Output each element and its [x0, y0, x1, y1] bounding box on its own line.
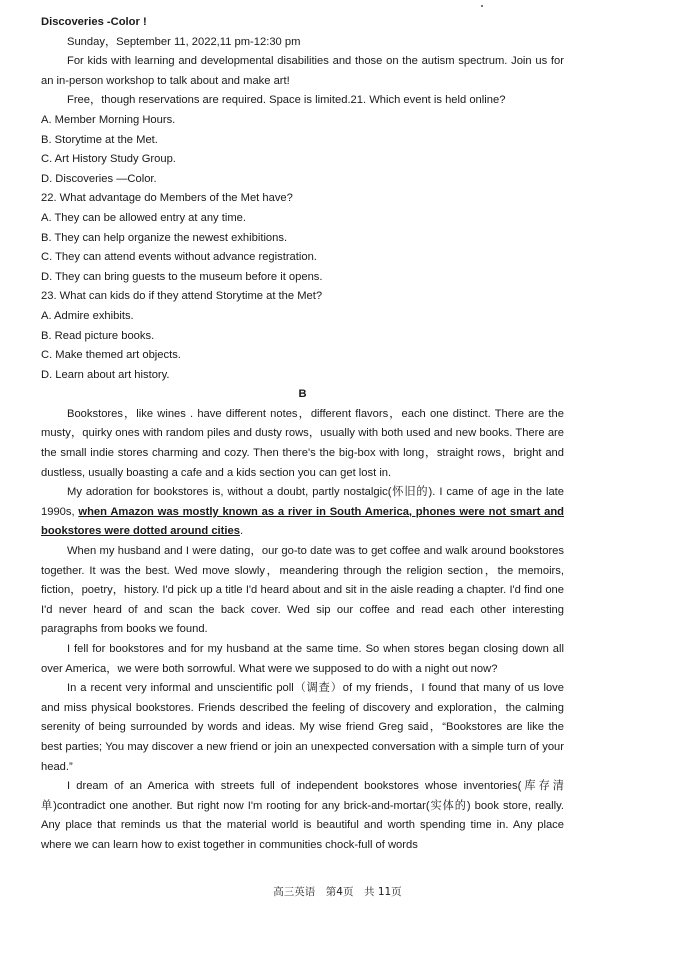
passage-paragraph-1: Bookstores，like wines . have different notes，different flavors，each one distinct. There are the musty，quirky ones with random piles and dusty rows，usually with both used and new books. There are the small indie stores charming and cozy. Then there's the big-box with long，straight rows，bright and dustless, usually boasting a cafe and a kids section you can get lost in.	[41, 407, 564, 479]
q22-option-b: B. They can help organize the newest exhibitions.	[41, 231, 288, 244]
q21-option-c: C. Art History Study Group.	[41, 153, 176, 166]
paragraph-2-end: .	[239, 525, 244, 538]
q22-question: 22. What advantage do Members of the Met have?	[41, 192, 293, 205]
q22-option-c: C. They can attend events without advance registration.	[41, 251, 317, 264]
q23-option-d: D. Learn about art history.	[41, 368, 170, 381]
passage-paragraph-6: I dream of an America with streets full of independent bookstores whose inventories(库存清单)contradict one another. But right now I'm rooting for any brick-and-mortar(实体的) book store, really. Any place that reminds us that the material world is beautiful and worth spending time in. Any place where we can learn how to exist together in communities chock-full of words	[41, 780, 564, 851]
event-free-and-q21: Free，though reservations are required. Space is limited.21. Which event is held online?	[67, 94, 506, 107]
q22-option-a: A. They can be allowed entry at any time.	[41, 211, 247, 224]
page-footer: 高三英语 第4页 共 11页	[273, 886, 402, 898]
q22-option-d: D. They can bring guests to the museum before it opens.	[41, 270, 323, 283]
underlined-phrase: when Amazon was mostly known as a river in South America, phones were not smart and bookstores were dotted around cities	[41, 505, 565, 538]
q21-option-b: B. Storytime at the Met.	[41, 133, 158, 146]
page-content	[41, 13, 564, 856]
event-date: Sunday，September 11, 2022,11 pm-12:30 pm	[67, 35, 301, 48]
passage-paragraph-3: When my husband and I were dating，our go-to date was to get coffee and walk around bookstores together. It was the best. Wed move slowly，meandering through the religion section，the memoirs, fiction，poetry，history. I'd pick up a title I'd heard about and sit in the aisle reading a chapter. I'd find one I'd never heard of and scan the back cover. Wed sip our coffee and read each other interesting paragraphs from books we found.	[41, 545, 564, 636]
q23-question: 23. What can kids do if they attend Storytime at the Met?	[41, 290, 323, 303]
passage-paragraph-4: I fell for bookstores and for my husband at the same time. So when stores began closing down all over America，we were both sorrowful. What were we supposed to do with a night out now?	[41, 643, 564, 675]
paragraph-2-start: My adoration for bookstores is, without a doubt, partly nostalgic(怀旧的). I came of age in the late 1990s,	[41, 486, 564, 518]
q21-option-d: D. Discoveries —Color.	[41, 172, 157, 185]
passage-paragraph-5: In a recent very informal and unscientific poll（调查）of my friends，I found that many of us love and miss physical bookstores. Friends described the feeling of discovery and exploration，the calming serenity of being surrounded by words and ideas. My wise friend Greg said，“Bookstores are like the best parties; You may discover a new friend or join an unexpected conversation with a simple turn of your head.”	[41, 682, 564, 773]
q23-option-a: A. Admire exhibits.	[41, 309, 134, 322]
q23-option-c: C. Make themed art objects.	[41, 349, 181, 362]
passage-paragraph-2	[41, 483, 564, 542]
scan-speck	[481, 5, 483, 7]
event-description: For kids with learning and developmental disabilities and those on the autism spectrum. Join us for an in-person workshop to talk about and make art!	[41, 55, 564, 87]
q21-option-a: A. Member Morning Hours.	[41, 113, 176, 126]
event-title: Discoveries -Color !	[41, 16, 147, 28]
section-heading: B	[298, 388, 307, 401]
q23-option-b: B. Read picture books.	[41, 329, 155, 342]
